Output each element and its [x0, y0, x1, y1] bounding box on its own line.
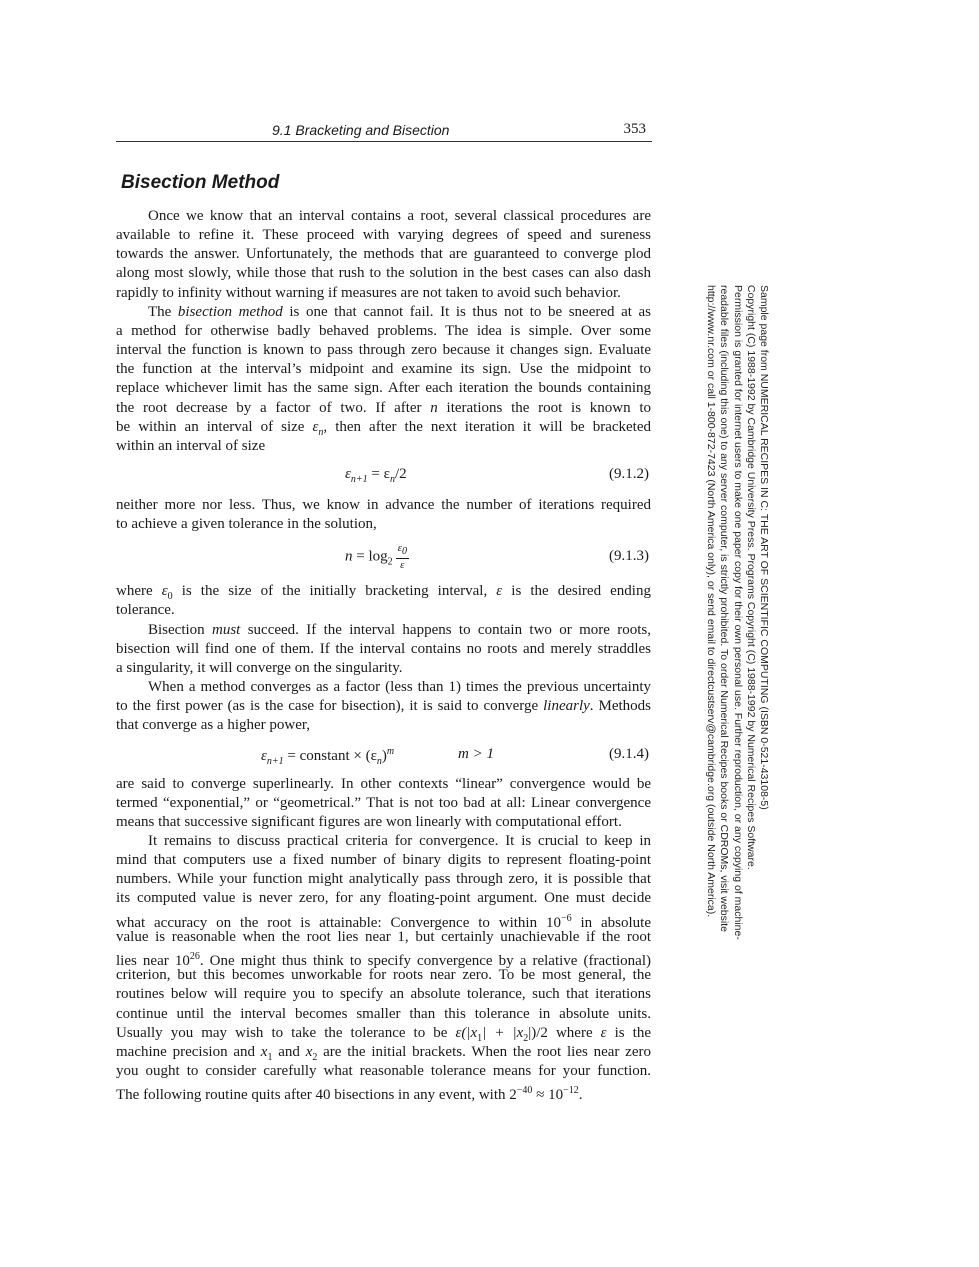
text-line: Once we know that an interval contains a root, several classical procedures are — [148, 208, 651, 224]
text-line — [116, 697, 651, 716]
math-subscript: 2 — [523, 1033, 529, 1044]
text-line: a singularity, it will converge on the singularity. — [116, 660, 403, 676]
text-line: termed “exponential,” or “geometrical.” That is not too bad at all: Linear convergence — [116, 795, 651, 811]
math-variable: n — [345, 548, 353, 565]
equation-9-1-4 — [116, 742, 651, 770]
text-line: towards the answer. Unfortunately, the methods that are guaranteed to converge plod — [116, 246, 651, 262]
math-variable: x — [260, 1044, 268, 1060]
math-operator: = log — [352, 548, 388, 565]
copyright-line: readable files (including this one) to any server computer, is strictly prohibited. To order Numerical Recipes books or CDROMs, visit website — [718, 285, 731, 932]
text-segment: succeed. If the interval happens to contain two or more roots, — [240, 622, 651, 638]
copyright-line: Copyright (C) 1988-1992 by Cambridge University Press. Programs Copyright (C) 1988-1992 by Numerical Recipes Software. — [744, 285, 757, 870]
math-expression: | + |x — [482, 1025, 524, 1041]
math-expression: ε(|x — [455, 1025, 478, 1041]
text-line: value is reasonable when the root lies near 1, but certainly unachievable if the root — [116, 929, 651, 945]
math-superscript: m — [386, 746, 395, 757]
math-operator: ) — [381, 748, 387, 764]
text-line: bisection will find one of them. If the interval contains no roots and merely straddles — [116, 641, 651, 657]
text-line: replace whichever limit has the same sign. After each iteration the bounds containing — [116, 380, 651, 396]
running-head — [116, 121, 652, 142]
math-operator: × (ε — [349, 748, 377, 764]
math-symbol: ε — [345, 466, 351, 482]
math-variable: x — [305, 1044, 313, 1060]
text-segment: Usually you may wish to take the tolerance to be — [116, 1025, 456, 1041]
text-line: numbers. While your function might analytically pass through zero, it is possible that — [116, 871, 651, 887]
text-line — [116, 1081, 651, 1105]
fraction-denominator: ε — [400, 559, 405, 572]
text-line — [116, 399, 651, 418]
text-line: you ought to consider carefully what reasonable tolerance means for your function. — [116, 1063, 651, 1079]
math-subscript: 2 — [387, 556, 393, 568]
text-line: to achieve a given tolerance in the solution, — [116, 516, 377, 532]
copyright-sidebar — [690, 285, 770, 1005]
page-number: 353 — [623, 121, 646, 137]
text-line: within an interval of size — [116, 438, 266, 454]
text-segment: Bisection — [148, 622, 213, 638]
equation-9-1-2 — [116, 462, 651, 490]
text-segment: ≈ 10 — [532, 1087, 564, 1103]
text-line: rapidly to infinity without warning if measures are not taken to avoid such behavior. — [116, 285, 621, 301]
math-operator: = — [283, 748, 300, 764]
math-subscript: n+1 — [350, 474, 368, 485]
equation-number: (9.1.3) — [609, 548, 649, 564]
math-symbol: ε — [397, 542, 402, 554]
text-line — [148, 621, 651, 640]
equation-body — [261, 746, 394, 767]
math-superscript: −40 — [516, 1085, 533, 1096]
math-fraction — [396, 542, 409, 572]
text-line: criterion, but this becomes unworkable for roots near zero. To be most general, the — [116, 967, 651, 983]
equation-condition: m > 1 — [458, 746, 494, 762]
text-segment: . One might thus think to specify convergence by a relative (fractional) — [199, 953, 651, 969]
text-line: routines below will require you to specify an absolute tolerance, such that iterations — [116, 986, 651, 1002]
text-line: neither more nor less. Thus, we know in advance the number of iterations required — [116, 497, 651, 513]
text-segment: are the initial brackets. When the root lies near zero — [317, 1044, 651, 1060]
emphasis-term: must — [212, 622, 241, 638]
text-line: When a method converges as a factor (less than 1) times the previous uncertainty — [148, 679, 651, 695]
text-segment: is the — [606, 1025, 651, 1041]
text-line: mind that computers use a fixed number of binary digits to represent floating-point — [116, 852, 651, 868]
section-heading: Bisection Method — [121, 172, 280, 193]
equation-number: (9.1.4) — [609, 746, 649, 762]
math-superscript: 26 — [189, 951, 200, 962]
text-segment: what accuracy on the root is attainable: Convergence to within 10 — [116, 915, 561, 931]
text-segment: The following routine quits after 40 bisections in any event, with 2 — [116, 1087, 517, 1103]
math-subscript: n — [318, 427, 324, 438]
equation-body — [345, 542, 409, 572]
math-subscript: n+1 — [266, 756, 284, 767]
copyright-line: Permission is granted for internet users to make one paper copy for their own personal use. Further reproduction, or any copying of machine- — [731, 285, 744, 940]
math-subscript: 0 — [401, 546, 407, 558]
text-line: continue until the interval becomes smaller than this tolerance in absolute units. — [116, 1006, 651, 1022]
text-line: that converge as a higher power, — [116, 717, 311, 733]
copyright-line: Sample page from NUMERICAL RECIPES IN C: THE ART OF SCIENTIFIC COMPUTING (ISBN 0-521-43108-5) — [758, 285, 770, 810]
text-line: a method for otherwise badly behaved problems. The idea is simple. Over some — [116, 323, 651, 339]
text-segment: is one that cannot fail. It is thus not to be sneered at as — [282, 304, 651, 320]
text-line: available to refine it. These proceed with varying degrees of speed and sureness — [116, 227, 651, 243]
math-subscript: 1 — [267, 1052, 273, 1063]
text-segment: in absolute — [571, 915, 652, 931]
math-text: constant — [299, 748, 350, 764]
copyright-notice — [690, 285, 770, 1005]
math-subscript: 2 — [312, 1052, 318, 1063]
text-segment: machine precision and — [116, 1044, 261, 1060]
text-segment: and — [272, 1044, 306, 1060]
text-segment: , then after the next iteration it will be bracketed — [323, 419, 651, 435]
equation-number: (9.1.2) — [609, 466, 649, 482]
text-line: are said to converge superlinearly. In other contexts “linear” convergence would be — [116, 776, 651, 792]
text-line: interval the function is known to pass through zero because it changes sign. Evaluate — [116, 342, 651, 358]
text-segment: . Methods — [589, 698, 652, 714]
math-superscript: −12 — [563, 1085, 579, 1096]
math-subscript: n — [389, 474, 395, 485]
math-symbol: ε — [312, 419, 319, 435]
text-segment: to the first power (as is the case for bisection), it is said to converge — [116, 698, 544, 714]
text-segment: iterations the root is known to — [437, 400, 652, 416]
text-segment: be within an interval of size — [116, 419, 313, 435]
math-operator: /2 — [394, 466, 407, 482]
math-subscript: n — [376, 756, 382, 767]
math-variable: n — [430, 400, 438, 416]
math-expression: |)/2 — [528, 1025, 548, 1041]
text-line: its computed value is never zero, for any floating-point argument. One must decide — [116, 890, 651, 906]
text-segment: where — [116, 583, 162, 599]
text-segment: The — [148, 304, 178, 320]
text-line: along most slowly, while those that rush to the solution in the best cases can also dash — [116, 265, 651, 281]
emphasis-term: bisection method — [177, 304, 283, 320]
math-symbol: ε — [161, 583, 168, 599]
math-symbol: ε — [600, 1025, 607, 1041]
text-segment: where — [547, 1025, 601, 1041]
text-segment: . — [578, 1087, 583, 1103]
copyright-line: http://www.nr.com or call 1-800-872-7423 (North America only), or send email to directcustserv@cambridge.org (outside North America). — [705, 285, 718, 918]
fraction-numerator — [396, 542, 409, 559]
equation-body — [345, 466, 407, 485]
text-segment: is the desired ending — [502, 583, 651, 599]
text-segment: lies near 10 — [116, 953, 190, 969]
equation-9-1-3 — [116, 540, 651, 574]
text-line: It remains to discuss practical criteria for convergence. It is crucial to keep in — [148, 833, 651, 849]
text-line: means that successive significant figures are won linearly with computational effort. — [116, 814, 622, 830]
math-symbol: ε — [496, 583, 503, 599]
text-line: tolerance. — [116, 602, 175, 618]
text-line — [148, 303, 651, 322]
running-title: 9.1 Bracketing and Bisection — [272, 122, 450, 138]
math-subscript: 1 — [477, 1033, 483, 1044]
math-superscript: −6 — [560, 913, 572, 924]
math-operator: = ε — [367, 466, 390, 482]
text-line: the function at the interval’s midpoint and examine its sign. Use the midpoint to — [116, 361, 651, 377]
text-segment: the root decrease by a factor of two. If after — [116, 400, 431, 416]
text-segment: is the size of the initially bracketing interval, — [172, 583, 497, 599]
emphasis-term: linearly — [543, 698, 590, 714]
math-symbol: ε — [261, 748, 267, 764]
math-subscript: 0 — [167, 591, 173, 602]
